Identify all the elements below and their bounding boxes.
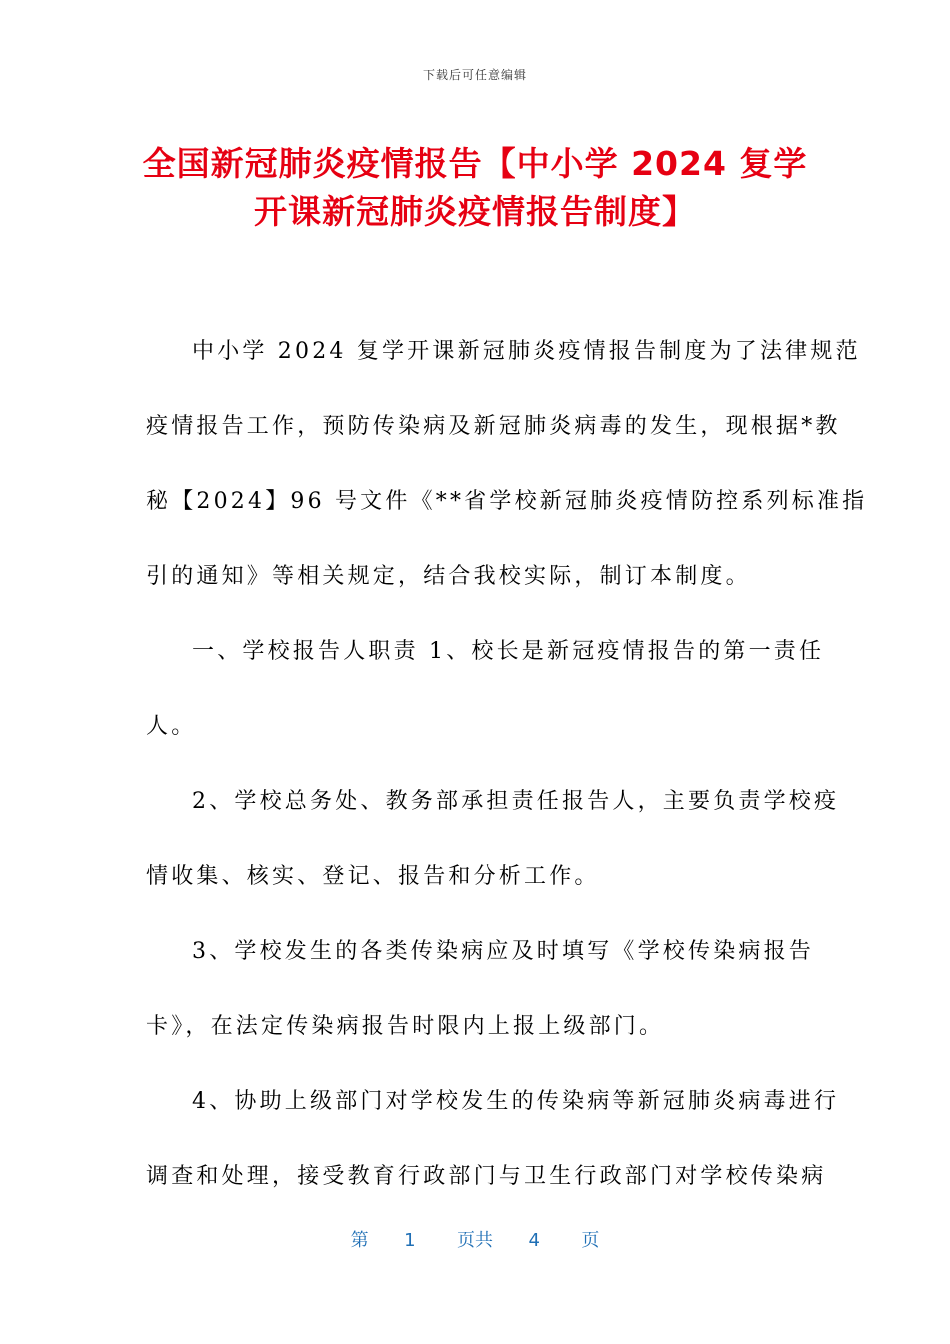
title-line-2: 开课新冠肺炎疫情报告制度】 bbox=[254, 192, 696, 231]
paragraph-line: 引的通知》等相关规定，结合我校实际，制订本制度。 bbox=[146, 564, 751, 589]
paragraph-line: 疫情报告工作，预防传染病及新冠肺炎病毒的发生，现根据*教 bbox=[146, 414, 841, 439]
paragraph-section-1 bbox=[146, 614, 825, 764]
document-body bbox=[146, 314, 868, 1214]
paragraph-intro bbox=[146, 314, 868, 614]
total-pages-number: 4 bbox=[528, 1230, 540, 1251]
paragraph-line: 2、学校总务处、教务部承担责任报告人，主要负责学校疫 bbox=[192, 789, 840, 814]
paragraph-line: 调查和处理，接受教育行政部门与卫生行政部门对学校传染病 bbox=[146, 1164, 827, 1189]
page-label-suffix: 页 bbox=[581, 1230, 600, 1251]
paragraph-item-2 bbox=[146, 764, 840, 914]
paragraph-line: 情收集、核实、登记、报告和分析工作。 bbox=[146, 864, 600, 889]
paragraph-line: 4、协助上级部门对学校发生的传染病等新冠肺炎病毒进行 bbox=[192, 1089, 840, 1114]
page-label-prefix: 第 bbox=[350, 1230, 369, 1251]
paragraph-line: 人。 bbox=[146, 714, 197, 739]
page-number-footer bbox=[0, 1226, 950, 1252]
header-note: 下载后可任意编辑 bbox=[422, 68, 527, 82]
title-line-1: 全国新冠肺炎疫情报告【中小学 2024 复学 bbox=[142, 144, 808, 183]
paragraph-item-4 bbox=[146, 1064, 840, 1214]
page-label-mid: 页共 bbox=[457, 1230, 493, 1251]
current-page-number: 1 bbox=[404, 1230, 416, 1251]
paragraph-line: 3、学校发生的各类传染病应及时填写《学校传染病报告 bbox=[192, 939, 814, 964]
document-title bbox=[120, 140, 830, 236]
paragraph-line: 卡》，在法定传染病报告时限内上报上级部门。 bbox=[146, 1014, 665, 1039]
paragraph-line: 中小学 2024 复学开课新冠肺炎疫情报告制度为了法律规范 bbox=[192, 339, 861, 364]
paragraph-line: 秘【2024】96 号文件《**省学校新冠肺炎疫情防控系列标准指 bbox=[146, 489, 868, 514]
paragraph-line: 一、学校报告人职责 1、校长是新冠疫情报告的第一责任 bbox=[192, 639, 825, 664]
paragraph-item-3 bbox=[146, 914, 814, 1064]
